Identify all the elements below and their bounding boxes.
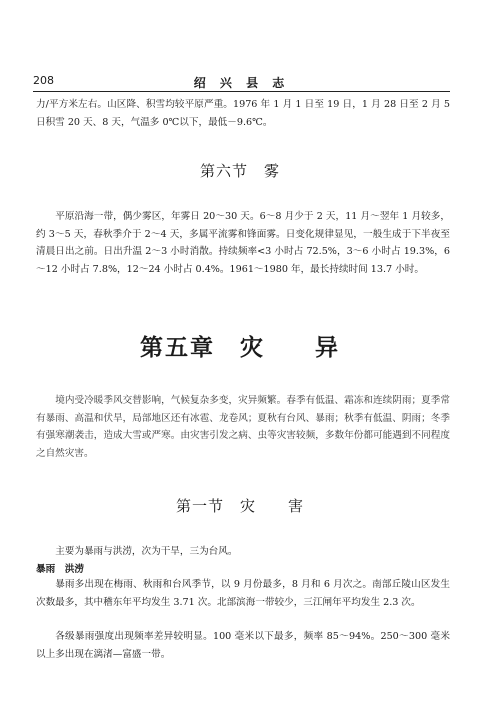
page-number: 208 [33, 74, 54, 87]
running-title: 绍 兴 县 志 [193, 76, 290, 90]
paragraph-rainstorm: 暴雨多出现在梅雨、秋雨和台风季节，以 9 月份最多，8 月和 6 月次之。南部丘陵山区发生次数最多，其中稽东年平均发生 3.71 次。北部滨海一带较少，三江闸年平均发生 2.3 次。 [36, 579, 450, 608]
page-header [33, 74, 450, 90]
header-rule [33, 91, 450, 92]
paragraph-chapter-intro: 境内受冷暖季风交替影响，气候复杂多变，灾异频繁。春季有低温、霜冻和连续阴雨；夏季常有暴雨、高温和伏旱，局部地区还有冰雹、龙卷风；夏秋有台风、暴雨；秋季有低温、阴雨；冬季有强寒潮袭击，造成大雪或严寒。由灾害引发之病、虫等灾害较频，多数年份都可能遇到不同程度之自然灾害。 [36, 395, 450, 459]
section-heading-disaster: 第一节 灾 害 [175, 497, 304, 515]
chapter-heading: 第五章 灾 异 [140, 334, 340, 361]
paragraph-fog: 平原沿海一带，偶少雾区，年雾日 20～30 天。6～8 月少于 2 天，11 月～翌年 1 月较多，约 3～5 天，春秋季介于 2～4 天，多属平流雾和锋面雾。日变化规律显见，一般生成于下半夜至清晨日出之前。日出升温 2～3 小时消散。持续频率<3 小时占 72.5%，3～6 小时占 19.3%，6～12 小时占 7.8%，12～24 小时占 0.4%。1961～1980 年，最长持续时间 13.7 小时。 [36, 211, 450, 275]
subheading-flood: 暴雨 洪涝 [36, 564, 84, 575]
section-heading-fog: 第六节 雾 [199, 162, 280, 180]
paragraph-disaster-intro: 主要为暴雨与洪涝，次为干旱，三为台风。 [55, 546, 238, 557]
paragraph-rainstorm-intensity: 各级暴雨强度出现频率差异较明显。100 毫米以下最多，频率 85～94%。250～300 毫米以上多出现在漓渚—富盛一带。 [36, 631, 450, 660]
paragraph-snow: 力/平方米左右。山区降、积雪均较平原严重。1976 年 1 月 1 日至 19 日，1 月 28 日至 2 月 5 日积雪 20 天、8 天，气温多 0℃以下，最低－9.6℃。 [36, 99, 450, 128]
